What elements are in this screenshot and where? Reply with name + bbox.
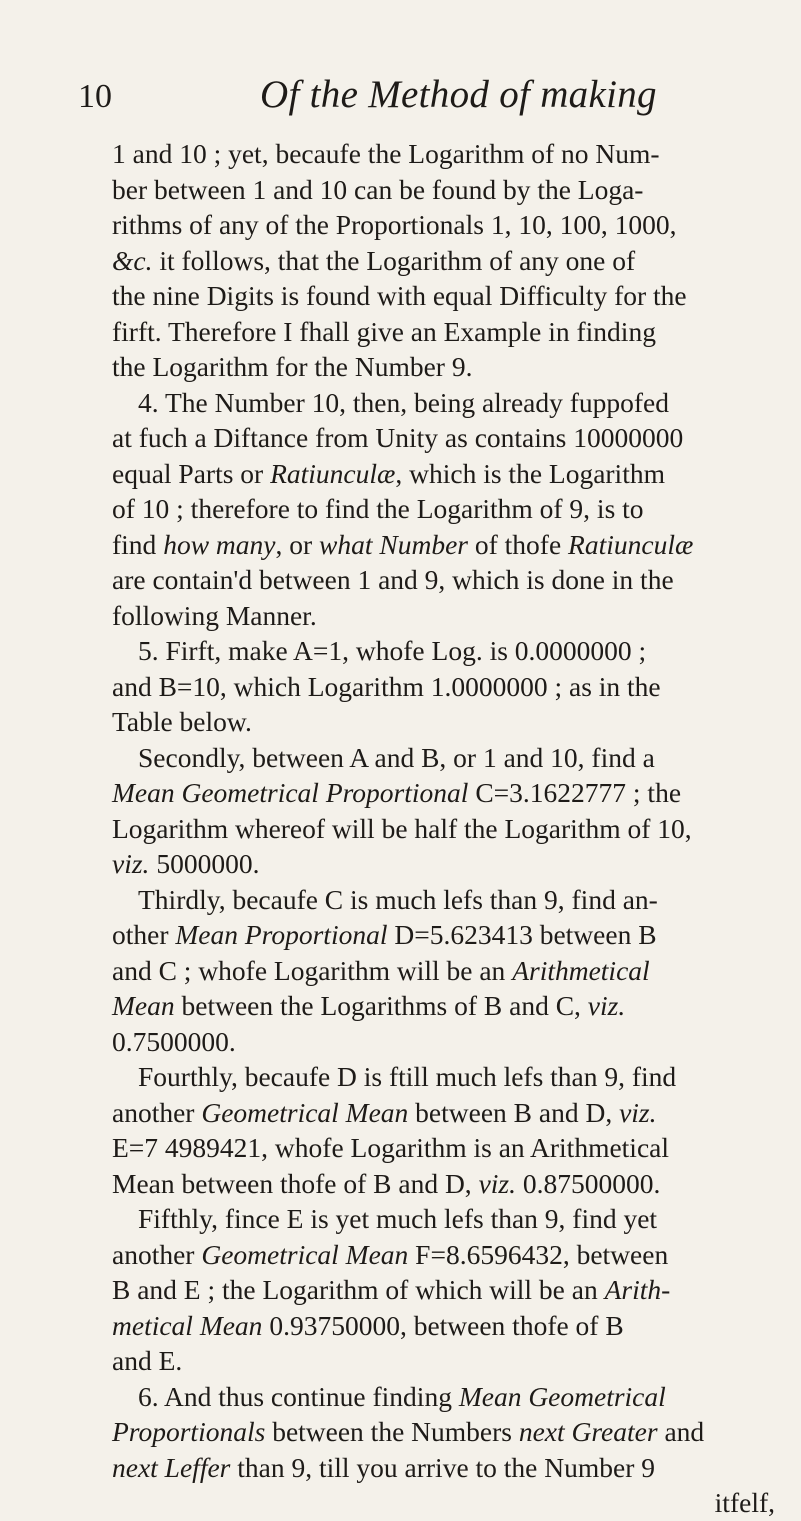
text-segment: rithms of any of the Proportionals 1, 10, 100, 1000, [112, 209, 677, 240]
text-segment: , which is the Logarithm [395, 457, 665, 489]
text-segment: Table below. [112, 706, 252, 737]
text-segment: 4. The Number 10, then, being already fuppofed [138, 386, 669, 418]
text-segment: , or [275, 528, 320, 560]
text-line [112, 1059, 778, 1095]
text-segment: the nine Digits is found with equal Difficulty for the [112, 280, 687, 311]
text-line [112, 349, 778, 385]
text-segment: itfelf, [714, 1487, 775, 1518]
text-segment: and C ; whofe Logarithm will be an [112, 954, 513, 986]
italic-text-segment: Proportionals [112, 1416, 266, 1447]
text-segment: following Manner. [112, 599, 317, 631]
text-segment: another [112, 1238, 202, 1270]
text-segment: it follows, that the Logarithm of any one of [152, 244, 636, 276]
text-segment: of 10 ; therefore to find the Logarithm of 9, is to [112, 493, 644, 524]
italic-text-segment: Geometrical Mean [201, 1238, 409, 1270]
text-line [112, 136, 778, 172]
text-segment: other [112, 919, 176, 950]
text-segment: ber between 1 and 10 can be found by the Loga- [112, 173, 644, 205]
text-segment: Thirdly, becaufe C is much lefs than 9, find an- [138, 883, 658, 915]
text-line [112, 314, 778, 350]
text-segment: and [657, 1416, 705, 1447]
text-segment: Fifthly, fince E is yet much lefs than 9, find yet [138, 1203, 658, 1234]
italic-text-segment: Arith- [604, 1274, 671, 1305]
text-line [112, 456, 778, 492]
text-segment: F=8.6596432, between [408, 1238, 669, 1270]
italic-text-segment: Ratiunculæ [568, 528, 694, 560]
text-line [112, 1379, 778, 1415]
text-line [112, 172, 778, 208]
body-text [112, 136, 778, 1521]
text-line [112, 1024, 778, 1060]
text-segment: Logarithm whereof will be half the Logarithm of 10, [112, 812, 692, 844]
italic-text-segment: how many [163, 528, 276, 560]
text-line [112, 1308, 778, 1344]
italic-text-segment: next Leffer [112, 1451, 231, 1483]
text-line [112, 1450, 778, 1486]
text-line [112, 1201, 778, 1237]
text-line [112, 669, 778, 705]
text-segment: are contain'd between 1 and 9, which is done in the [112, 564, 674, 595]
italic-text-segment: next Greater [518, 1416, 658, 1447]
text-segment: at fuch a Diftance from Unity as contains 10000000 [112, 422, 684, 453]
italic-text-segment: viz. [619, 1096, 657, 1128]
italic-text-segment: viz. [112, 848, 150, 879]
text-segment: 5000000. [149, 848, 260, 879]
text-segment: 0.93750000, between thofe of B [262, 1309, 624, 1341]
text-segment: between the Logarithms of B and C, [174, 990, 588, 1021]
text-line [112, 278, 778, 314]
text-segment: between the Numbers [265, 1416, 519, 1447]
text-line [112, 1237, 778, 1273]
text-line [112, 1166, 778, 1202]
italic-text-segment: Mean Geometrical Proportional [112, 777, 469, 808]
italic-text-segment: viz. [587, 990, 626, 1021]
text-line [112, 207, 778, 243]
text-segment: another [112, 1096, 202, 1128]
text-line [112, 988, 778, 1024]
text-segment: and B=10, which Logarithm 1.0000000 ; as in the [112, 670, 661, 702]
text-segment: between B and D, [408, 1096, 620, 1128]
text-line [112, 1414, 778, 1450]
text-line [112, 633, 778, 669]
text-line [112, 385, 778, 421]
text-segment: of thofe [468, 528, 569, 560]
text-segment: equal Parts or [112, 457, 271, 489]
text-line [112, 598, 778, 634]
text-line [112, 846, 778, 882]
text-line [112, 1272, 778, 1308]
page-header [76, 74, 771, 130]
text-segment: 0.87500000. [516, 1167, 661, 1199]
text-line [112, 1343, 778, 1379]
text-segment: find [112, 528, 164, 560]
text-line [112, 1485, 778, 1521]
italic-text-segment: Ratiunculæ [270, 457, 396, 489]
text-segment: 1 and 10 ; yet, becaufe the Logarithm of no Num- [112, 138, 660, 169]
text-segment: than 9, till you arrive to the Number 9 [230, 1451, 656, 1483]
italic-text-segment: viz. [478, 1167, 516, 1199]
text-segment: the Logarithm for the Number 9. [112, 351, 473, 382]
text-line [112, 811, 778, 847]
italic-text-segment: Mean Proportional [175, 919, 388, 950]
text-line [112, 953, 778, 989]
text-line [112, 243, 778, 279]
text-segment: Fourthly, becaufe D is ftill much lefs than 9, find [138, 1061, 677, 1092]
text-line [112, 775, 778, 811]
text-segment: Mean between thofe of B and D, [112, 1167, 479, 1199]
italic-text-segment: Arithmetical [512, 954, 650, 986]
text-segment: B and E ; the Logarithm of which will be an [112, 1274, 605, 1305]
text-segment: firft. Therefore I fhall give an Example in finding [112, 315, 656, 347]
text-segment: 5. Firft, make A=1, whofe Log. is 0.0000000 ; [138, 635, 647, 666]
text-line [112, 882, 778, 918]
text-line [112, 740, 778, 776]
page-number: 10 [78, 78, 112, 115]
text-segment: D=5.623413 between B [387, 919, 657, 950]
text-segment: Secondly, between A and B, or 1 and 10, find a [138, 741, 655, 773]
text-line [112, 491, 778, 527]
text-line [112, 1095, 778, 1131]
italic-text-segment: metical Mean [112, 1309, 263, 1341]
text-line [112, 1130, 778, 1166]
text-segment: and E. [112, 1345, 183, 1376]
italic-text-segment: what Number [319, 528, 468, 560]
italic-text-segment: Mean [112, 990, 175, 1021]
text-segment: C=3.1622777 ; the [468, 777, 682, 808]
text-segment: 0.7500000. [112, 1025, 236, 1057]
text-line [112, 562, 778, 598]
italic-text-segment: Mean Geometrical [458, 1380, 666, 1412]
italic-text-segment: &c. [112, 244, 153, 276]
text-segment: 6. And thus continue finding [138, 1380, 459, 1412]
italic-text-segment: Geometrical Mean [201, 1096, 409, 1128]
text-line [112, 704, 778, 740]
text-line [112, 420, 778, 456]
text-line [112, 527, 778, 563]
running-title: Of the Method of making [260, 73, 657, 116]
text-segment: E=7 4989421, whofe Logarithm is an Arithmetical [112, 1132, 669, 1163]
text-line [112, 917, 778, 953]
